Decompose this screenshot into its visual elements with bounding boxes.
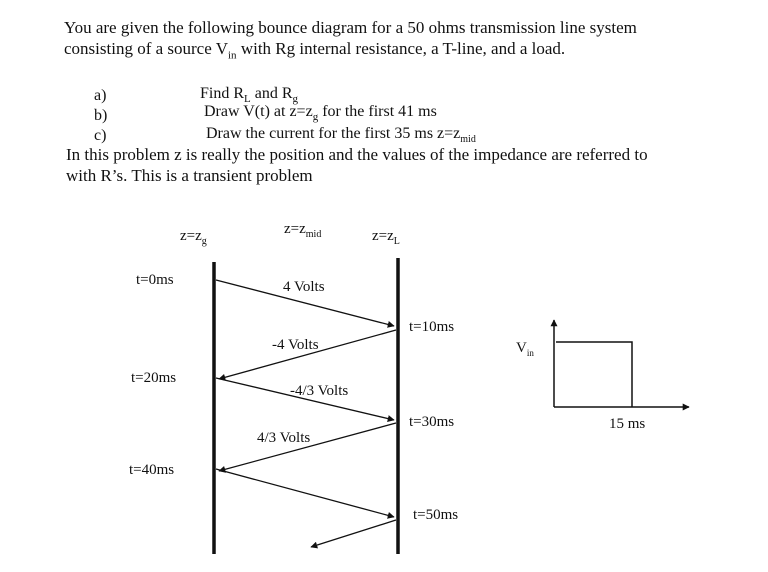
wave-40-50ms [216, 469, 394, 517]
question-b-mid: for the first 41 ms [318, 103, 437, 120]
time-label-0ms: t=0ms [136, 272, 174, 288]
wave-label-4v: 4 Volts [283, 279, 325, 295]
time-label-20ms: t=20ms [131, 370, 177, 386]
wave-label-minus-4v: -4 Volts [272, 337, 319, 353]
question-c-letter: c) [94, 127, 107, 144]
wave-30-40ms [219, 423, 396, 471]
vin-label-pre: V [516, 340, 527, 356]
question-a-mid: and R [250, 85, 293, 102]
wave-label-4-3v: 4/3 Volts [257, 430, 311, 446]
time-label-50ms: t=50ms [413, 507, 459, 523]
wave-0-10ms [216, 280, 394, 326]
question-a-letter: a) [94, 87, 107, 104]
question-b-sub1: g [312, 111, 319, 124]
note-line-2: with R’s. This is a transient problem [66, 166, 313, 185]
question-a-sub2: g [292, 93, 299, 106]
wave-label-minus-4-3v: -4/3 Volts [290, 383, 349, 399]
question-a-pre: Find R [200, 85, 245, 102]
question-c-sub1: mid [460, 134, 476, 146]
note-line-1: In this problem z is really the position and the values of the impedance are referred to [66, 145, 648, 164]
wave-10-20ms [219, 330, 396, 379]
position-zmid-sub: mid [305, 229, 322, 240]
wave-20-30ms [216, 378, 394, 420]
vin-duration-label: 15 ms [609, 416, 646, 432]
wave-50ms-return [311, 520, 396, 547]
time-label-10ms: t=10ms [409, 319, 455, 335]
position-zl-sub: L [393, 236, 400, 247]
vin-pulse [556, 342, 632, 407]
position-zg-sub: g [201, 236, 207, 247]
time-label-40ms: t=40ms [129, 462, 175, 478]
intro-line-1: You are given the following bounce diagram for a 50 ohms transmission line system [64, 18, 637, 37]
vin-label-sub: in [526, 348, 534, 358]
question-b-letter: b) [94, 107, 108, 124]
question-a-sub1: L [244, 93, 251, 106]
position-zg-pre: z=z [180, 228, 202, 244]
time-label-30ms: t=30ms [409, 414, 455, 430]
intro-line-2-end: with Rg internal resistance, a T-line, and a load. [236, 39, 566, 58]
position-zmid-pre: z=z [284, 221, 306, 237]
question-b-pre: Draw V(t) at z=z [204, 103, 313, 120]
intro-line-2-start: consisting of a source V [64, 39, 228, 58]
vin-subscript: in [228, 49, 237, 62]
question-c-pre: Draw the current for the first 35 ms z=z [206, 125, 461, 142]
position-zl-pre: z=z [372, 228, 394, 244]
